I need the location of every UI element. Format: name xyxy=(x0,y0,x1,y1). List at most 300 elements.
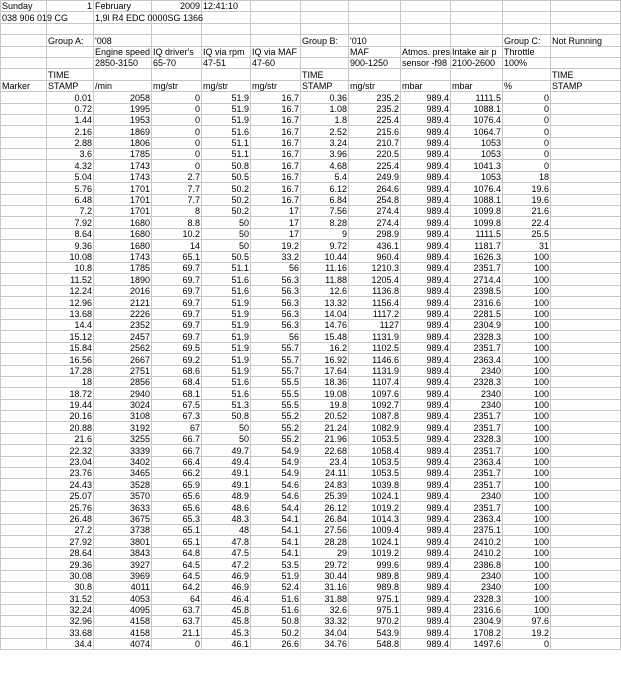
value-cell[interactable]: 100 xyxy=(503,593,551,604)
empty-cell[interactable] xyxy=(551,479,621,490)
value-cell[interactable]: 5.04 xyxy=(47,171,94,182)
value-cell[interactable]: 5.4 xyxy=(301,171,349,182)
value-cell[interactable]: 50 xyxy=(202,228,251,239)
empty-cell[interactable] xyxy=(401,1,451,12)
value-cell[interactable]: 100 xyxy=(503,399,551,410)
value-cell[interactable]: 68.4 xyxy=(152,376,202,387)
value-cell[interactable]: 989.4 xyxy=(401,524,451,535)
marker-cell[interactable] xyxy=(1,627,47,638)
empty-cell[interactable] xyxy=(503,12,551,23)
empty-cell[interactable] xyxy=(551,319,621,330)
empty-cell[interactable] xyxy=(551,433,621,444)
empty-cell[interactable] xyxy=(551,308,621,319)
value-cell[interactable]: 100 xyxy=(503,570,551,581)
empty-cell[interactable] xyxy=(551,616,621,627)
value-cell[interactable]: 7.7 xyxy=(152,194,202,205)
empty-cell[interactable] xyxy=(401,12,451,23)
value-cell[interactable]: 989.4 xyxy=(401,388,451,399)
value-cell[interactable]: 2328.3 xyxy=(451,593,503,604)
value-cell[interactable]: 1099.8 xyxy=(451,217,503,228)
value-cell[interactable]: 1680 xyxy=(94,240,152,251)
value-cell[interactable]: 26.12 xyxy=(301,502,349,513)
value-cell[interactable]: 254.8 xyxy=(349,194,401,205)
value-cell[interactable]: 100 xyxy=(503,251,551,262)
empty-cell[interactable] xyxy=(551,240,621,251)
value-cell[interactable]: 10.8 xyxy=(47,262,94,273)
value-cell[interactable]: 6.12 xyxy=(301,183,349,194)
meta-time[interactable]: 12:41:10 xyxy=(202,1,251,12)
empty-cell[interactable] xyxy=(401,23,451,34)
value-cell[interactable]: 3969 xyxy=(94,570,152,581)
value-cell[interactable]: 2.88 xyxy=(47,137,94,148)
value-cell[interactable]: 20.16 xyxy=(47,411,94,422)
value-cell[interactable]: 46.1 xyxy=(202,638,251,649)
value-cell[interactable]: 69.7 xyxy=(152,308,202,319)
value-cell[interactable]: 31.88 xyxy=(301,593,349,604)
header-cell[interactable] xyxy=(349,69,401,80)
marker-cell[interactable] xyxy=(1,103,47,114)
marker-cell[interactable] xyxy=(1,137,47,148)
header-cell[interactable]: TIME xyxy=(551,69,621,80)
value-cell[interactable]: 100 xyxy=(503,388,551,399)
value-cell[interactable]: 2363.4 xyxy=(451,354,503,365)
header-cell[interactable]: mbar xyxy=(401,80,451,91)
value-cell[interactable]: 65.9 xyxy=(152,479,202,490)
value-cell[interactable]: 48.3 xyxy=(202,513,251,524)
value-cell[interactable]: 53.5 xyxy=(251,559,301,570)
header-cell[interactable] xyxy=(1,57,47,68)
value-cell[interactable]: 14 xyxy=(152,240,202,251)
value-cell[interactable]: 1743 xyxy=(94,160,152,171)
value-cell[interactable]: 989.4 xyxy=(401,365,451,376)
marker-cell[interactable] xyxy=(1,308,47,319)
value-cell[interactable]: 100 xyxy=(503,342,551,353)
value-cell[interactable]: 4158 xyxy=(94,616,152,627)
value-cell[interactable]: 989.4 xyxy=(401,604,451,615)
meta-engine-code[interactable]: 1,9l R4 EDC 0000SG 1366 xyxy=(95,12,204,23)
header-cell[interactable]: 900-1250 xyxy=(349,57,401,68)
value-cell[interactable]: 19.6 xyxy=(503,194,551,205)
value-cell[interactable]: 2351.7 xyxy=(451,342,503,353)
value-cell[interactable]: 2316.6 xyxy=(451,297,503,308)
value-cell[interactable]: 1097.6 xyxy=(349,388,401,399)
value-cell[interactable]: 1019.2 xyxy=(349,502,401,513)
value-cell[interactable]: 1019.2 xyxy=(349,547,401,558)
value-cell[interactable]: 8.8 xyxy=(152,217,202,228)
value-cell[interactable]: 55.2 xyxy=(251,422,301,433)
value-cell[interactable]: 1076.4 xyxy=(451,183,503,194)
value-cell[interactable]: 47.8 xyxy=(202,536,251,547)
value-cell[interactable]: 17 xyxy=(251,228,301,239)
value-cell[interactable]: 989.4 xyxy=(401,262,451,273)
value-cell[interactable]: 100 xyxy=(503,354,551,365)
value-cell[interactable]: 30.08 xyxy=(47,570,94,581)
value-cell[interactable]: 54.9 xyxy=(251,445,301,456)
empty-cell[interactable] xyxy=(503,1,551,12)
value-cell[interactable]: 1890 xyxy=(94,274,152,285)
value-cell[interactable]: 989.4 xyxy=(401,160,451,171)
empty-cell[interactable] xyxy=(551,23,621,34)
value-cell[interactable]: 54.1 xyxy=(251,524,301,535)
value-cell[interactable]: 32.24 xyxy=(47,604,94,615)
value-cell[interactable]: 100 xyxy=(503,297,551,308)
empty-cell[interactable] xyxy=(551,559,621,570)
marker-cell[interactable] xyxy=(1,183,47,194)
value-cell[interactable]: 4.32 xyxy=(47,160,94,171)
empty-cell[interactable] xyxy=(551,593,621,604)
value-cell[interactable]: 1024.1 xyxy=(349,490,401,501)
value-cell[interactable]: 1053.5 xyxy=(349,433,401,444)
value-cell[interactable]: 1107.4 xyxy=(349,376,401,387)
value-cell[interactable]: 100 xyxy=(503,524,551,535)
value-cell[interactable]: 1205.4 xyxy=(349,274,401,285)
marker-cell[interactable] xyxy=(1,399,47,410)
value-cell[interactable]: 19.2 xyxy=(503,627,551,638)
marker-cell[interactable] xyxy=(1,581,47,592)
value-cell[interactable]: 298.9 xyxy=(349,228,401,239)
empty-cell[interactable] xyxy=(451,1,503,12)
value-cell[interactable]: 0 xyxy=(152,149,202,160)
value-cell[interactable]: 2410.2 xyxy=(451,536,503,547)
value-cell[interactable]: 989.4 xyxy=(401,468,451,479)
value-cell[interactable]: 3255 xyxy=(94,433,152,444)
empty-cell[interactable] xyxy=(251,23,301,34)
empty-cell[interactable] xyxy=(551,502,621,513)
value-cell[interactable]: 1014.3 xyxy=(349,513,401,524)
empty-cell[interactable] xyxy=(202,23,251,34)
marker-cell[interactable] xyxy=(1,422,47,433)
value-cell[interactable]: 2351.7 xyxy=(451,502,503,513)
empty-cell[interactable] xyxy=(94,23,152,34)
value-cell[interactable]: 49.7 xyxy=(202,445,251,456)
value-cell[interactable]: 50.2 xyxy=(202,194,251,205)
value-cell[interactable]: 1680 xyxy=(94,217,152,228)
value-cell[interactable]: 0 xyxy=(503,103,551,114)
value-cell[interactable]: 4074 xyxy=(94,638,152,649)
header-cell[interactable]: IQ via MAF xyxy=(251,46,301,57)
value-cell[interactable]: 7.92 xyxy=(47,217,94,228)
value-cell[interactable]: 69.7 xyxy=(152,262,202,273)
value-cell[interactable]: 220.5 xyxy=(349,149,401,160)
value-cell[interactable]: 1053 xyxy=(451,171,503,182)
value-cell[interactable]: 989.4 xyxy=(401,502,451,513)
value-cell[interactable]: 22.32 xyxy=(47,445,94,456)
value-cell[interactable]: 67 xyxy=(152,422,202,433)
value-cell[interactable]: 1039.8 xyxy=(349,479,401,490)
value-cell[interactable]: 1785 xyxy=(94,262,152,273)
value-cell[interactable]: 989.4 xyxy=(401,114,451,125)
value-cell[interactable]: 56.3 xyxy=(251,285,301,296)
empty-cell[interactable] xyxy=(251,12,301,23)
value-cell[interactable]: 2.16 xyxy=(47,126,94,137)
value-cell[interactable]: 51.1 xyxy=(202,149,251,160)
value-cell[interactable]: 100 xyxy=(503,445,551,456)
empty-cell[interactable] xyxy=(551,114,621,125)
value-cell[interactable]: 1053 xyxy=(451,149,503,160)
header-cell[interactable]: /min xyxy=(94,80,152,91)
value-cell[interactable]: 436.1 xyxy=(349,240,401,251)
value-cell[interactable]: 2340 xyxy=(451,570,503,581)
value-cell[interactable]: 2340 xyxy=(451,399,503,410)
value-cell[interactable]: 100 xyxy=(503,513,551,524)
value-cell[interactable]: 100 xyxy=(503,262,551,273)
value-cell[interactable]: 975.1 xyxy=(349,604,401,615)
value-cell[interactable]: 55.5 xyxy=(251,376,301,387)
value-cell[interactable]: 2304.9 xyxy=(451,616,503,627)
value-cell[interactable]: 69.7 xyxy=(152,297,202,308)
marker-cell[interactable] xyxy=(1,228,47,239)
marker-cell[interactable] xyxy=(1,206,47,217)
value-cell[interactable]: 16.7 xyxy=(251,137,301,148)
value-cell[interactable]: 989.4 xyxy=(401,445,451,456)
value-cell[interactable]: 2751 xyxy=(94,365,152,376)
value-cell[interactable]: 989.4 xyxy=(401,92,451,103)
value-cell[interactable]: 20.52 xyxy=(301,411,349,422)
value-cell[interactable]: 32.96 xyxy=(47,616,94,627)
marker-cell[interactable] xyxy=(1,445,47,456)
value-cell[interactable]: 14.76 xyxy=(301,319,349,330)
value-cell[interactable]: 65.3 xyxy=(152,513,202,524)
marker-cell[interactable] xyxy=(1,536,47,547)
marker-cell[interactable] xyxy=(1,376,47,387)
value-cell[interactable]: 51.6 xyxy=(202,274,251,285)
value-cell[interactable]: 1088.1 xyxy=(451,194,503,205)
value-cell[interactable]: 16.7 xyxy=(251,160,301,171)
value-cell[interactable]: 21.6 xyxy=(503,206,551,217)
value-cell[interactable]: 51.9 xyxy=(202,319,251,330)
value-cell[interactable]: 5.76 xyxy=(47,183,94,194)
empty-cell[interactable] xyxy=(551,171,621,182)
empty-cell[interactable] xyxy=(551,160,621,171)
empty-cell[interactable] xyxy=(551,399,621,410)
value-cell[interactable]: 2304.9 xyxy=(451,319,503,330)
value-cell[interactable]: 970.2 xyxy=(349,616,401,627)
empty-cell[interactable] xyxy=(551,456,621,467)
group-b-value[interactable]: '010 xyxy=(349,35,401,46)
empty-cell[interactable] xyxy=(551,547,621,558)
header-cell[interactable] xyxy=(503,69,551,80)
value-cell[interactable]: 1953 xyxy=(94,114,152,125)
value-cell[interactable]: 2340 xyxy=(451,581,503,592)
value-cell[interactable]: 68.6 xyxy=(152,365,202,376)
empty-cell[interactable] xyxy=(551,581,621,592)
meta-part-number[interactable]: 038 906 019 CG xyxy=(2,12,69,23)
value-cell[interactable]: 1785 xyxy=(94,149,152,160)
empty-cell[interactable] xyxy=(551,445,621,456)
header-cell[interactable] xyxy=(251,69,301,80)
marker-cell[interactable] xyxy=(1,433,47,444)
value-cell[interactable]: 15.12 xyxy=(47,331,94,342)
empty-cell[interactable] xyxy=(551,331,621,342)
value-cell[interactable]: 16.7 xyxy=(251,149,301,160)
value-cell[interactable]: 0 xyxy=(152,114,202,125)
empty-cell[interactable] xyxy=(301,1,349,12)
empty-cell[interactable] xyxy=(349,23,401,34)
value-cell[interactable]: 2351.7 xyxy=(451,411,503,422)
value-cell[interactable]: 0 xyxy=(503,160,551,171)
value-cell[interactable]: 69.5 xyxy=(152,342,202,353)
empty-cell[interactable] xyxy=(401,35,451,46)
value-cell[interactable]: 97.6 xyxy=(503,616,551,627)
value-cell[interactable]: 989.4 xyxy=(401,559,451,570)
value-cell[interactable]: 66.7 xyxy=(152,433,202,444)
empty-cell[interactable] xyxy=(551,194,621,205)
value-cell[interactable]: 0 xyxy=(503,137,551,148)
value-cell[interactable]: 2667 xyxy=(94,354,152,365)
value-cell[interactable]: 26.84 xyxy=(301,513,349,524)
empty-cell[interactable] xyxy=(551,262,621,273)
value-cell[interactable]: 3927 xyxy=(94,559,152,570)
value-cell[interactable]: 100 xyxy=(503,285,551,296)
value-cell[interactable]: 1701 xyxy=(94,183,152,194)
marker-cell[interactable] xyxy=(1,171,47,182)
value-cell[interactable]: 14.04 xyxy=(301,308,349,319)
value-cell[interactable]: 989.4 xyxy=(401,240,451,251)
value-cell[interactable]: 4158 xyxy=(94,627,152,638)
header-cell[interactable] xyxy=(1,46,47,57)
header-cell[interactable]: Intake air p xyxy=(451,46,503,57)
marker-cell[interactable] xyxy=(1,638,47,649)
value-cell[interactable]: 3192 xyxy=(94,422,152,433)
value-cell[interactable]: 54.9 xyxy=(251,468,301,479)
header-cell[interactable]: mg/str xyxy=(349,80,401,91)
marker-cell[interactable] xyxy=(1,604,47,615)
value-cell[interactable]: 1053.5 xyxy=(349,456,401,467)
value-cell[interactable]: 0 xyxy=(152,103,202,114)
value-cell[interactable]: 22.68 xyxy=(301,445,349,456)
value-cell[interactable]: 7.7 xyxy=(152,183,202,194)
empty-cell[interactable] xyxy=(301,12,349,23)
meta-date-day[interactable]: 1 xyxy=(47,1,94,12)
value-cell[interactable]: 51.9 xyxy=(202,331,251,342)
value-cell[interactable]: 989.4 xyxy=(401,251,451,262)
header-cell[interactable] xyxy=(301,46,349,57)
value-cell[interactable]: 1024.1 xyxy=(349,536,401,547)
value-cell[interactable]: 48.9 xyxy=(202,490,251,501)
value-cell[interactable]: 4095 xyxy=(94,604,152,615)
value-cell[interactable]: 54.6 xyxy=(251,490,301,501)
value-cell[interactable]: 10.44 xyxy=(301,251,349,262)
value-cell[interactable]: 1136.8 xyxy=(349,285,401,296)
value-cell[interactable]: 12.6 xyxy=(301,285,349,296)
empty-cell[interactable] xyxy=(551,274,621,285)
empty-cell[interactable] xyxy=(551,285,621,296)
empty-cell[interactable] xyxy=(551,422,621,433)
value-cell[interactable]: 100 xyxy=(503,411,551,422)
value-cell[interactable]: 4053 xyxy=(94,593,152,604)
value-cell[interactable]: 989.4 xyxy=(401,570,451,581)
value-cell[interactable]: 64.5 xyxy=(152,570,202,581)
value-cell[interactable]: 63.7 xyxy=(152,604,202,615)
header-cell[interactable]: TIME xyxy=(47,69,94,80)
value-cell[interactable]: 989.4 xyxy=(401,331,451,342)
value-cell[interactable]: 8.28 xyxy=(301,217,349,228)
value-cell[interactable]: 2328.3 xyxy=(451,331,503,342)
value-cell[interactable]: 0 xyxy=(152,638,202,649)
value-cell[interactable]: 51.6 xyxy=(202,126,251,137)
value-cell[interactable]: 32.6 xyxy=(301,604,349,615)
marker-cell[interactable] xyxy=(1,616,47,627)
value-cell[interactable]: 1.08 xyxy=(301,103,349,114)
value-cell[interactable]: 21.6 xyxy=(47,433,94,444)
value-cell[interactable]: 31.16 xyxy=(301,581,349,592)
value-cell[interactable]: 2856 xyxy=(94,376,152,387)
value-cell[interactable]: 55.7 xyxy=(251,365,301,376)
value-cell[interactable]: 1701 xyxy=(94,206,152,217)
value-cell[interactable]: 50 xyxy=(202,217,251,228)
value-cell[interactable]: 100 xyxy=(503,536,551,547)
value-cell[interactable]: 989.4 xyxy=(401,137,451,148)
marker-cell[interactable] xyxy=(1,240,47,251)
empty-cell[interactable] xyxy=(152,23,202,34)
value-cell[interactable]: 1082.9 xyxy=(349,422,401,433)
value-cell[interactable]: 1092.7 xyxy=(349,399,401,410)
value-cell[interactable]: 12.96 xyxy=(47,297,94,308)
value-cell[interactable]: 2058 xyxy=(94,92,152,103)
header-cell[interactable]: 47-51 xyxy=(202,57,251,68)
value-cell[interactable]: 16.7 xyxy=(251,171,301,182)
header-cell[interactable]: 47-60 xyxy=(251,57,301,68)
header-cell[interactable]: 65-70 xyxy=(152,57,202,68)
value-cell[interactable]: 48.6 xyxy=(202,502,251,513)
value-cell[interactable]: 51.9 xyxy=(202,308,251,319)
value-cell[interactable]: 1146.6 xyxy=(349,354,401,365)
empty-cell[interactable] xyxy=(551,342,621,353)
empty-cell[interactable] xyxy=(551,536,621,547)
value-cell[interactable]: 50.8 xyxy=(202,411,251,422)
value-cell[interactable]: 50.5 xyxy=(202,251,251,262)
value-cell[interactable]: 3.96 xyxy=(301,149,349,160)
empty-cell[interactable] xyxy=(251,35,301,46)
marker-cell[interactable] xyxy=(1,411,47,422)
value-cell[interactable]: 51.9 xyxy=(202,342,251,353)
value-cell[interactable]: 1.44 xyxy=(47,114,94,125)
value-cell[interactable]: 15.48 xyxy=(301,331,349,342)
value-cell[interactable]: 989.4 xyxy=(401,456,451,467)
empty-cell[interactable] xyxy=(551,1,621,12)
value-cell[interactable]: 2121 xyxy=(94,297,152,308)
value-cell[interactable]: 54.4 xyxy=(251,502,301,513)
empty-cell[interactable] xyxy=(551,183,621,194)
value-cell[interactable]: 274.4 xyxy=(349,206,401,217)
value-cell[interactable]: 6.48 xyxy=(47,194,94,205)
marker-cell[interactable] xyxy=(1,502,47,513)
header-cell[interactable]: STAMP xyxy=(47,80,94,91)
marker-cell[interactable] xyxy=(1,262,47,273)
value-cell[interactable]: 975.1 xyxy=(349,593,401,604)
value-cell[interactable]: 1626.3 xyxy=(451,251,503,262)
value-cell[interactable]: 989.4 xyxy=(401,274,451,285)
value-cell[interactable]: 1131.9 xyxy=(349,331,401,342)
marker-cell[interactable] xyxy=(1,559,47,570)
header-cell[interactable]: STAMP xyxy=(551,80,621,91)
header-cell[interactable] xyxy=(551,46,621,57)
value-cell[interactable]: 3570 xyxy=(94,490,152,501)
empty-cell[interactable] xyxy=(551,524,621,535)
value-cell[interactable]: 54.9 xyxy=(251,456,301,467)
value-cell[interactable]: 3465 xyxy=(94,468,152,479)
value-cell[interactable]: 1680 xyxy=(94,228,152,239)
value-cell[interactable]: 2363.4 xyxy=(451,513,503,524)
marker-cell[interactable] xyxy=(1,274,47,285)
empty-cell[interactable] xyxy=(551,103,621,114)
value-cell[interactable]: 1099.8 xyxy=(451,206,503,217)
marker-cell[interactable] xyxy=(1,524,47,535)
empty-cell[interactable] xyxy=(251,1,301,12)
value-cell[interactable]: 2714.4 xyxy=(451,274,503,285)
value-cell[interactable]: 1127 xyxy=(349,319,401,330)
value-cell[interactable]: 0 xyxy=(152,137,202,148)
